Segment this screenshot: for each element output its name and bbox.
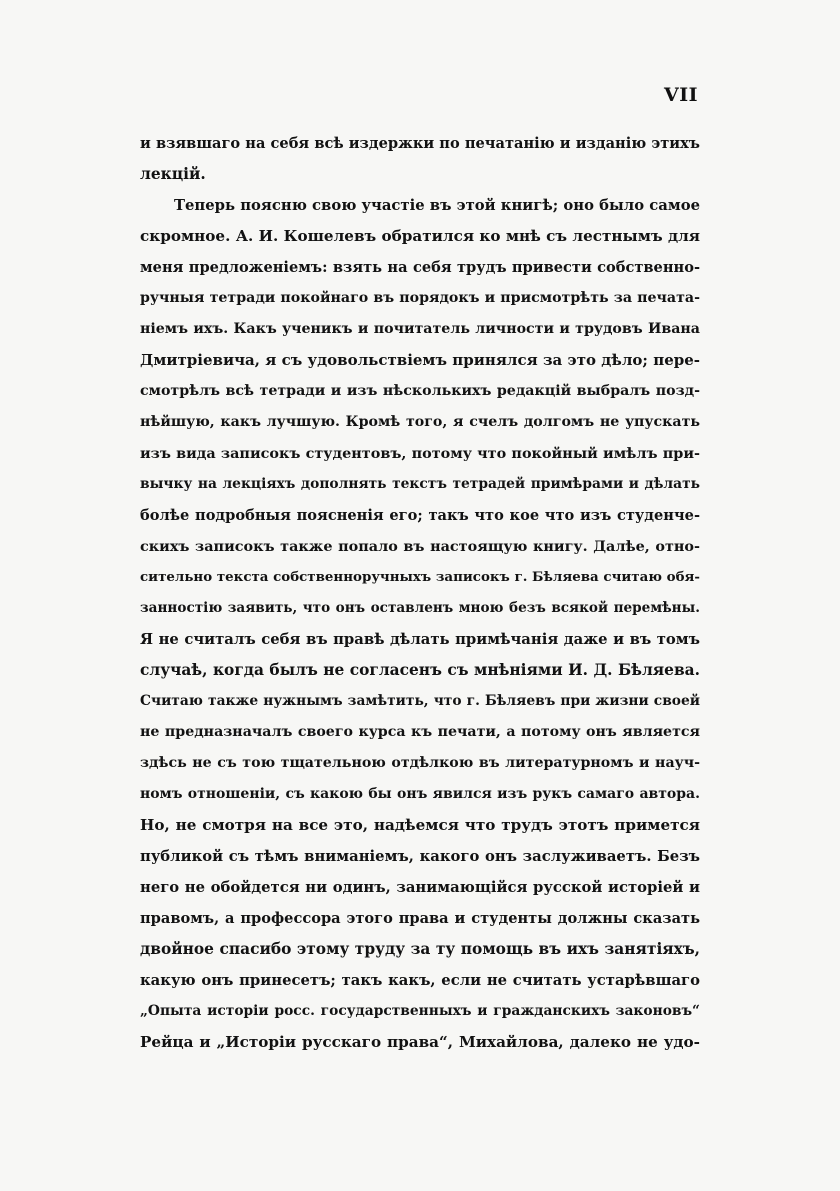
text-line: номъ отношеніи, съ какою бы онъ явился изъ рукъ самаго автора. [140,786,700,802]
text-line: сительно текста собственноручныхъ записокъ г. Бѣляева считаю обя- [140,569,700,585]
text-line: какую онъ принесетъ; такъ какъ, если не считать устарѣвшаго [140,972,700,989]
text-line: меня предложеніемъ: взять на себя трудъ привести собственно- [140,259,700,276]
text-line: смотрѣлъ всѣ тетради и изъ нѣсколькихъ редакцій выбралъ позд- [140,383,700,399]
text-line: ніемъ ихъ. Какъ ученикъ и почитатель личности и трудовъ Ивана [140,321,700,337]
text-line: лекцій. [140,165,206,183]
text-line: скромное. А. И. Кошелевъ обратился ко мнѣ съ лестнымъ для [140,227,700,245]
text-line: Дмитріевича, я съ удовольствіемъ принялся за это дѣло; пере- [140,351,700,369]
text-line: нѣйшую, какъ лучшую. Кромѣ того, я счелъ долгомъ не упускать [140,414,700,430]
text-line: „Опыта исторіи росс. государственныхъ и гражданскихъ законовъ“ [140,1003,700,1019]
text-line: ручныя тетради покойнаго въ порядокъ и присмотрѣть за печата- [140,290,700,306]
text-line: Но, не смотря на все это, надѣемся что трудъ этотъ примется [140,816,700,834]
text-line: вычку на лекціяхъ дополнять текстъ тетрадей примѣрами и дѣлать [140,476,700,492]
text-line: здѣсь не съ тою тщательною отдѣлкою въ литературномъ и науч- [140,755,700,771]
text-line: изъ вида записокъ студентовъ, потому что покойный имѣлъ при- [140,445,700,462]
text-line: и взявшаго на себя всѣ издержки по печатанію и изданію этихъ [140,135,700,152]
text-line: него не обойдется ни одинъ, занимающійся русской исторіей и [140,879,700,896]
page-number: VII [664,84,699,106]
text-line: публикой съ тѣмъ вниманіемъ, какого онъ заслуживаетъ. Безъ [140,848,700,865]
text-line: Теперь поясню свою участіе въ этой книгѣ; оно было самое [174,197,700,214]
text-line: двойное спасибо этому труду за ту помощь въ ихъ занятіяхъ, [140,940,700,958]
text-line: занностію заявить, что онъ оставленъ мною безъ всякой перемѣны. [140,600,700,616]
text-line: Считаю также нужнымъ замѣтить, что г. Бѣляевъ при жизни своей [140,693,700,709]
text-line: Я не считалъ себя въ правѣ дѣлать примѣчанія даже и въ томъ [140,631,700,648]
text-line: правомъ, а профессора этого права и студенты должны сказать [140,910,700,927]
text-line: Рейца и „Исторіи русскаго права“, Михайлова, далеко не удо- [140,1033,700,1051]
text-line: случаѣ, когда былъ не согласенъ съ мнѣніями И. Д. Бѣляева. [140,661,700,679]
text-line: не предназначалъ своего курса къ печати, а потому онъ является [140,724,700,740]
body-text [140,128,700,1058]
text-line: скихъ записокъ также попало въ настоящую книгу. Далѣе, отно- [140,538,700,555]
text-line: болѣе подробныя поясненія его; такъ что кое что изъ студенче- [140,507,700,524]
